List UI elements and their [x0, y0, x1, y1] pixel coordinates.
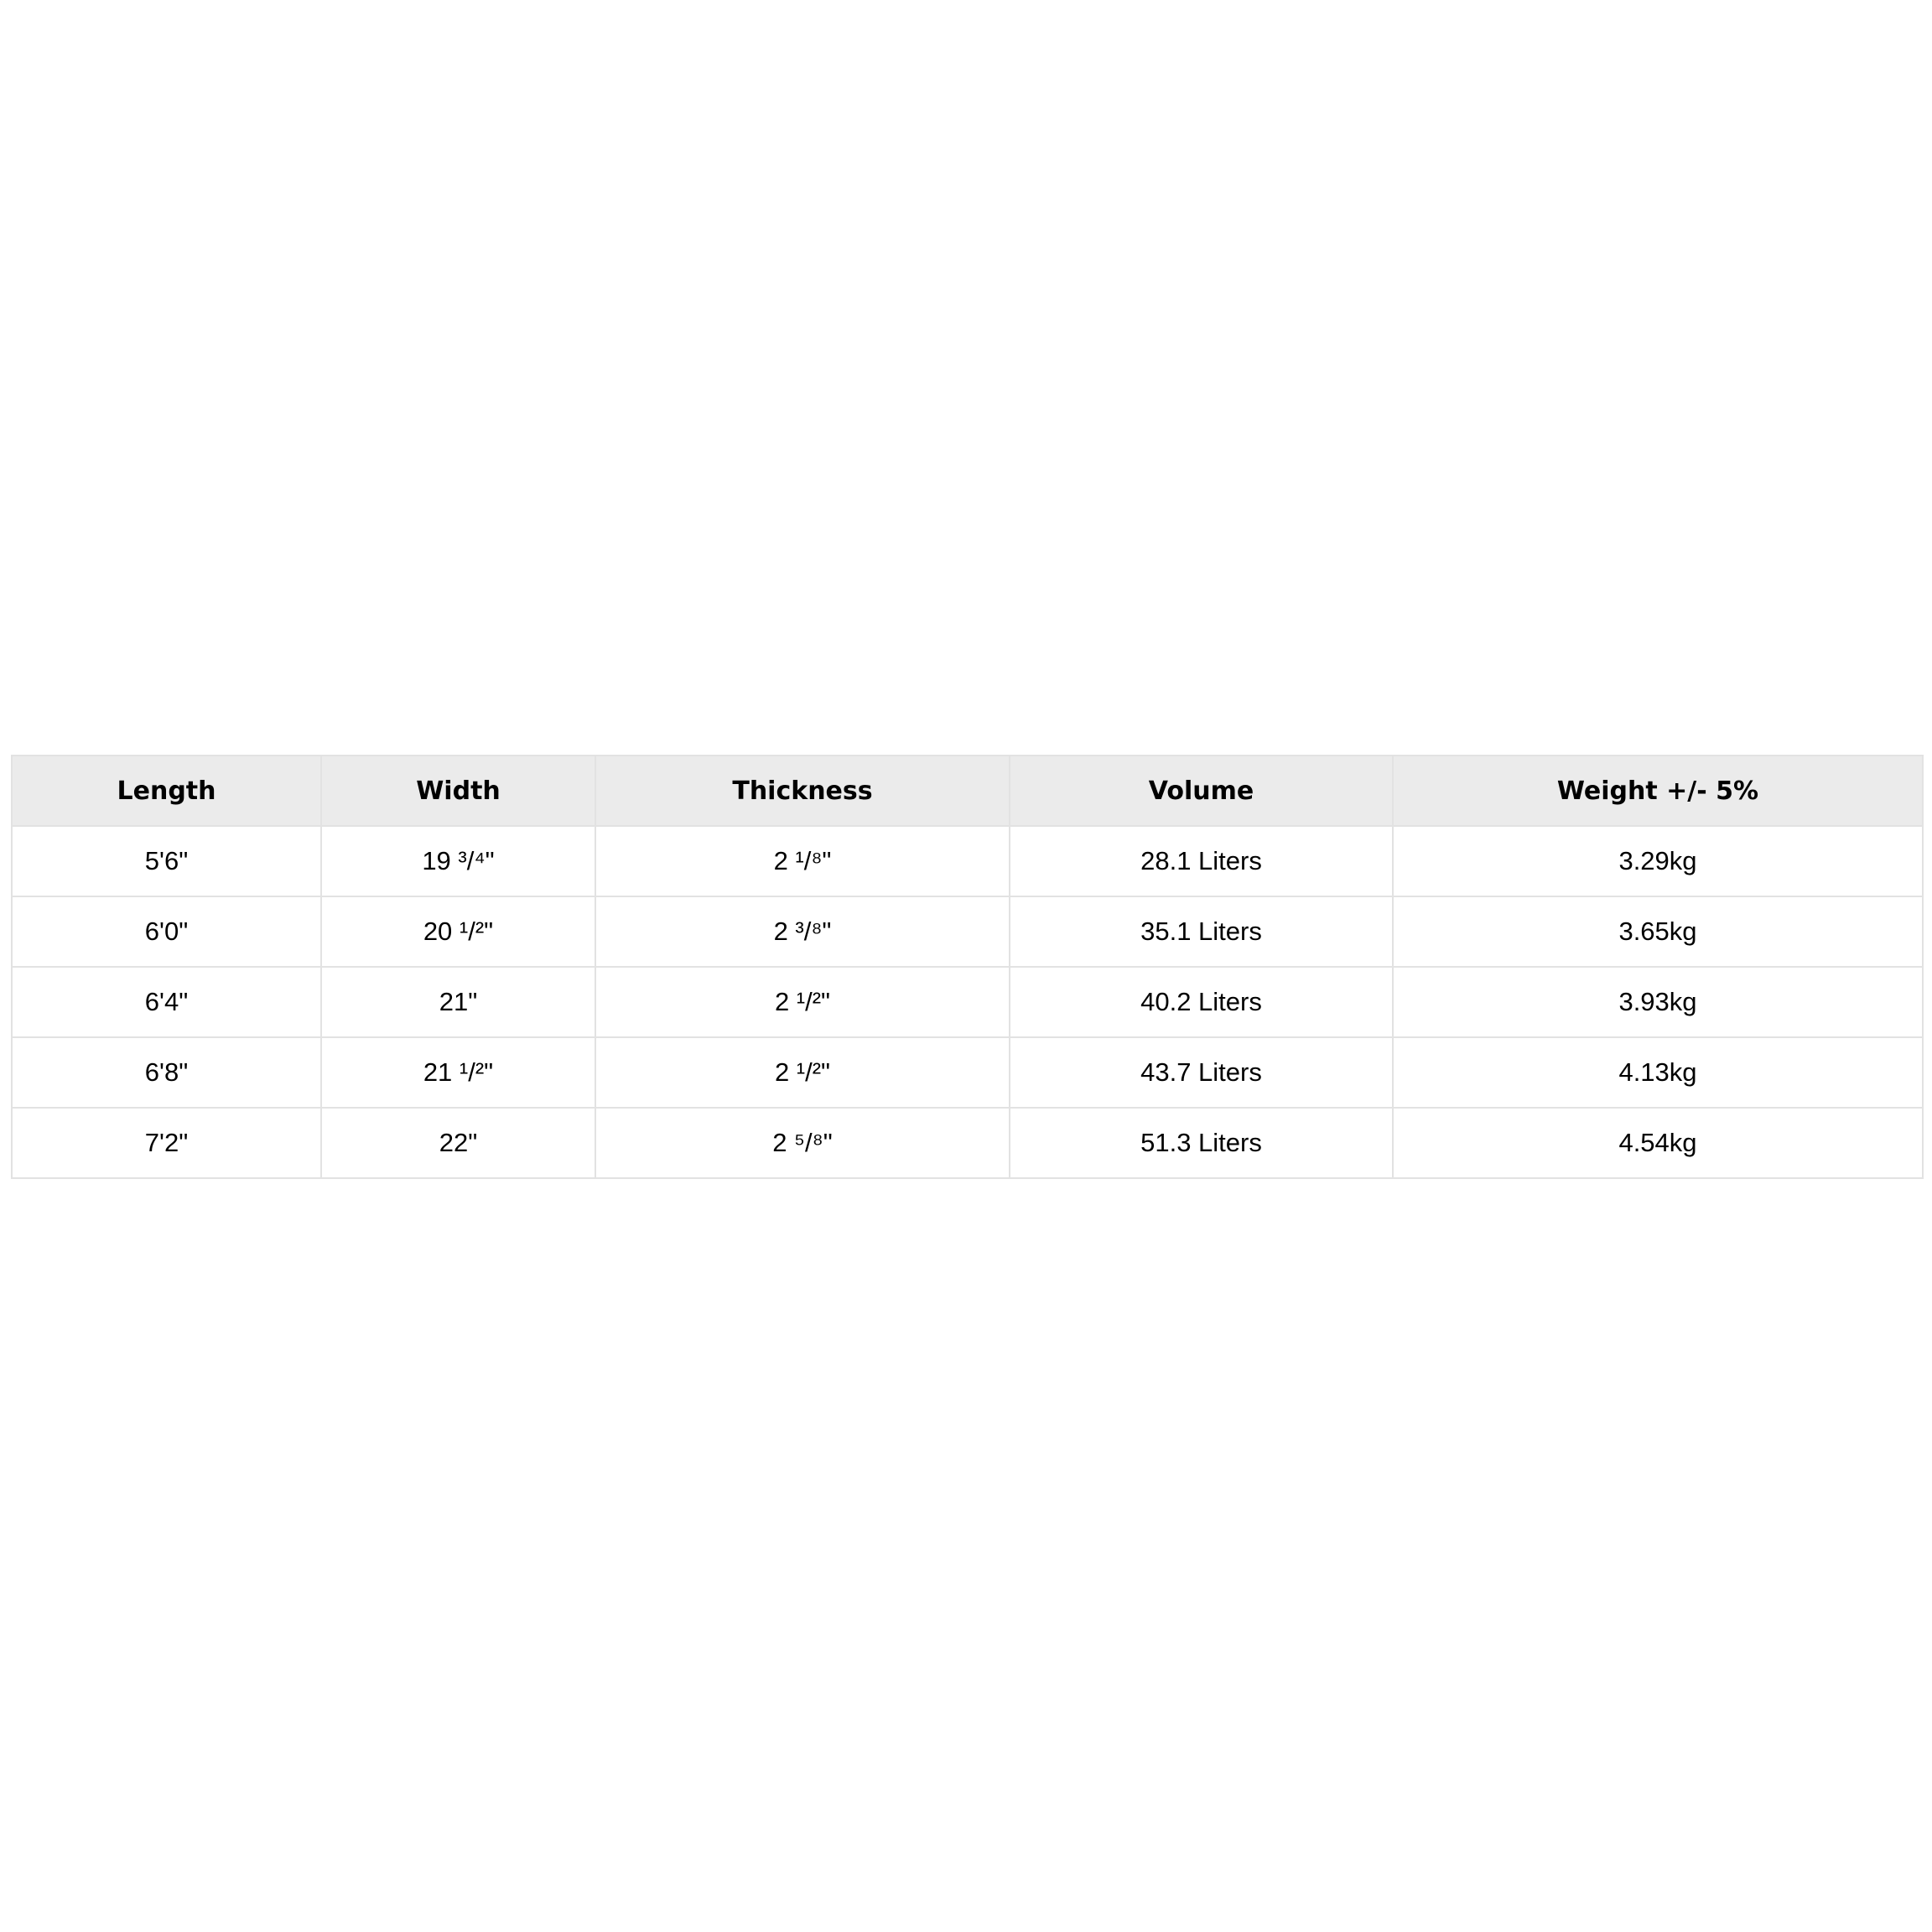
cell-volume: 28.1 Liters	[1010, 826, 1393, 896]
table-row	[12, 1108, 1923, 1178]
cell-weight: 3.29kg	[1393, 826, 1923, 896]
cell-length: 7'2"	[12, 1108, 321, 1178]
cell-width: 21 ¹/²"	[321, 1037, 595, 1108]
cell-weight: 3.65kg	[1393, 896, 1923, 967]
table-row	[12, 967, 1923, 1037]
cell-thickness: 2 ¹/⁸"	[595, 826, 1010, 896]
cell-width: 19 ³/⁴"	[321, 826, 595, 896]
cell-volume: 43.7 Liters	[1010, 1037, 1393, 1108]
table-row	[12, 826, 1923, 896]
cell-width: 20 ¹/²"	[321, 896, 595, 967]
header-thickness: Thickness	[595, 756, 1010, 826]
table-row	[12, 1037, 1923, 1108]
cell-thickness: 2 ⁵/⁸"	[595, 1108, 1010, 1178]
cell-weight: 3.93kg	[1393, 967, 1923, 1037]
header-row	[12, 756, 1923, 826]
header-volume: Volume	[1010, 756, 1393, 826]
table-row	[12, 896, 1923, 967]
cell-weight: 4.13kg	[1393, 1037, 1923, 1108]
cell-length: 5'6"	[12, 826, 321, 896]
cell-length: 6'4"	[12, 967, 321, 1037]
cell-length: 6'0"	[12, 896, 321, 967]
cell-width: 22"	[321, 1108, 595, 1178]
cell-volume: 40.2 Liters	[1010, 967, 1393, 1037]
header-weight: Weight +/- 5%	[1393, 756, 1923, 826]
cell-length: 6'8"	[12, 1037, 321, 1108]
board-dimensions-table	[11, 755, 1924, 1179]
cell-weight: 4.54kg	[1393, 1108, 1923, 1178]
cell-width: 21"	[321, 967, 595, 1037]
cell-thickness: 2 ¹/²"	[595, 967, 1010, 1037]
table-header	[12, 756, 1923, 826]
header-length: Length	[12, 756, 321, 826]
cell-volume: 35.1 Liters	[1010, 896, 1393, 967]
table-body	[12, 826, 1923, 1178]
cell-thickness: 2 ³/⁸"	[595, 896, 1010, 967]
cell-thickness: 2 ¹/²"	[595, 1037, 1010, 1108]
cell-volume: 51.3 Liters	[1010, 1108, 1393, 1178]
header-width: Width	[321, 756, 595, 826]
